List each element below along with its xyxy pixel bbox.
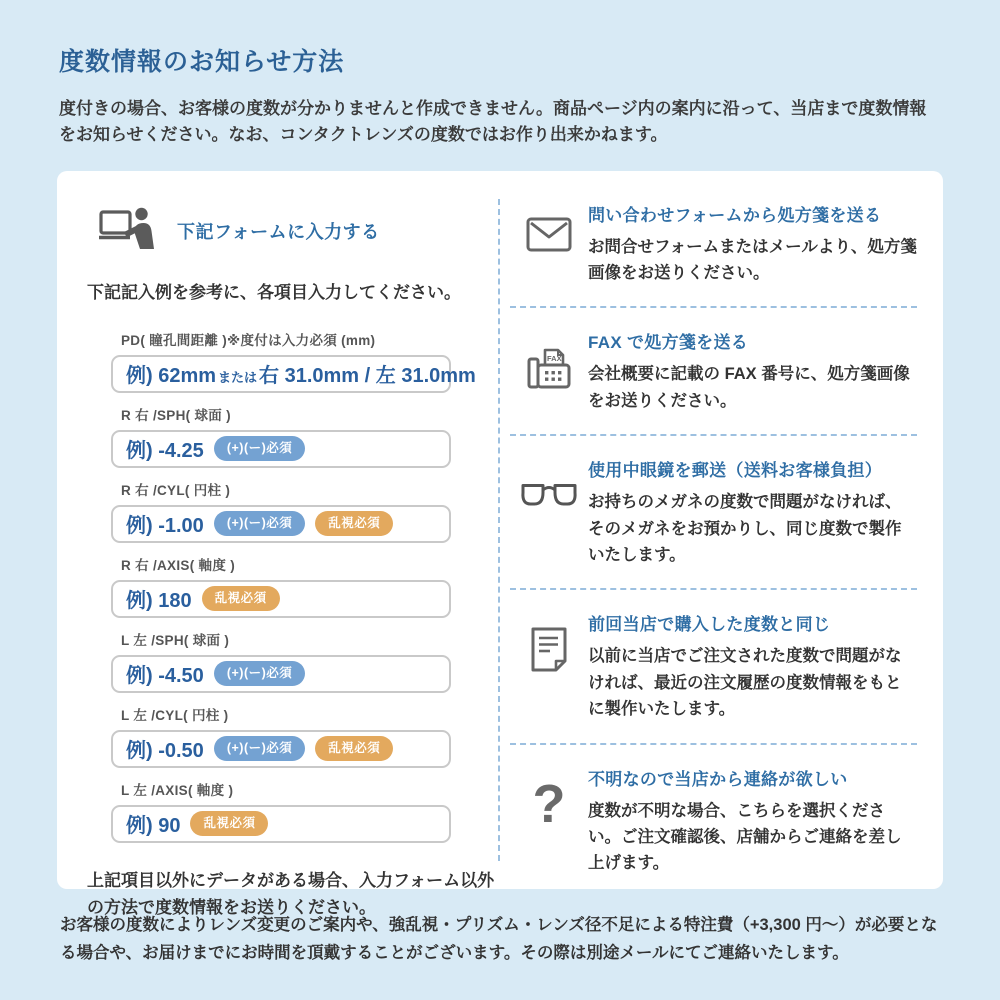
field-label: L 左 /CYL( 円柱 ) (121, 707, 229, 723)
field-pd (111, 329, 476, 393)
field-label: PD( 瞳孔間距離 )※度付は入力必須 (mm) (121, 332, 376, 348)
field-l-axis (111, 779, 451, 843)
form-header (99, 207, 498, 256)
form-note: 上記項目以外にデータがある場合、入力フォーム以外の方法で度数情報をお送りください。 (87, 870, 495, 917)
form-column (57, 171, 498, 917)
field-example-value: 例) -0.50 (126, 740, 204, 763)
svg-text:FAX: FAX (547, 354, 562, 364)
method-fax (510, 328, 917, 414)
method-content (588, 610, 917, 722)
method-content (588, 201, 917, 287)
method-content (588, 328, 917, 414)
plus-minus-required-badge: (+)(ー)必須 (214, 511, 305, 536)
field-label: R 右 /SPH( 球面 ) (121, 407, 231, 423)
method-heading: 使用中眼鏡を郵送（送料お客様負担） (588, 461, 883, 481)
field-r-sph (111, 404, 451, 468)
form-instruction: 下記記入例を参考に、各項目入力してください。 (87, 282, 461, 302)
field-example-value: 例) -1.00 (126, 515, 204, 538)
method-heading: 問い合わせフォームから処方箋を送る (588, 205, 882, 225)
method-mail-glasses (510, 456, 917, 568)
field-example-value: 例) 62mm または 右 31.0mm / 左 31.0mm (126, 365, 476, 388)
field-example-value: 例) -4.25 (126, 440, 204, 463)
astigmatism-required-badge: 乱視必須 (190, 811, 268, 836)
l-axis-input[interactable] (111, 805, 451, 843)
fax-icon (510, 328, 588, 390)
page-title: 度数情報のお知らせ方法 (59, 48, 345, 76)
method-body: お持ちのメガネの度数で問題がなければ、そのメガネをお預かりし、同じ度数で製作いたします。 (588, 493, 902, 565)
main-card (57, 171, 943, 917)
plus-minus-required-badge: (+)(ー)必須 (214, 661, 305, 686)
envelope-icon (510, 201, 588, 253)
field-l-cyl (111, 704, 451, 768)
method-body: 度数が不明な場合、こちらを選択ください。ご注文確認後、店舗からご連絡を差し上げます。 (588, 801, 902, 873)
r-cyl-input[interactable] (111, 505, 451, 543)
method-heading: 不明なので当店から連絡が欲しい (588, 769, 848, 789)
method-body: 以前に当店でご注文された度数で問題がなければ、最近の注文履歴の度数情報をもとに製作いたします。 (588, 647, 902, 719)
method-contact-form (510, 201, 917, 287)
astigmatism-required-badge: 乱視必須 (315, 736, 393, 761)
field-label: L 左 /SPH( 球面 ) (121, 632, 230, 648)
method-divider (510, 306, 917, 308)
plus-minus-required-badge: (+)(ー)必須 (214, 736, 305, 761)
pd-input[interactable] (111, 355, 476, 393)
method-heading: 前回当店で購入した度数と同じ (588, 615, 831, 635)
method-divider (510, 434, 917, 436)
method-divider (510, 743, 917, 745)
l-sph-input[interactable] (111, 655, 451, 693)
astigmatism-required-badge: 乱視必須 (202, 586, 280, 611)
field-l-sph (111, 629, 451, 693)
r-sph-input[interactable] (111, 430, 451, 468)
l-cyl-input[interactable] (111, 730, 451, 768)
field-example-value: 例) 180 (126, 590, 192, 613)
method-previous-order (510, 610, 917, 722)
method-unknown-contact (510, 765, 917, 877)
question-icon: ? (532, 773, 566, 834)
plus-minus-required-badge: (+)(ー)必須 (214, 436, 305, 461)
field-r-cyl (111, 479, 451, 543)
footer-note: お客様の度数によりレンズ変更のご案内や、強乱視・プリズム・レンズ径不足による特注費（+3,300 円～）が必要となる場合や、お届けまでにお時間を頂戴することがございます。その際は別途メールにてご連絡いたします。 (60, 915, 938, 962)
field-example-value: 例) 90 (126, 815, 181, 838)
method-content (588, 765, 917, 877)
field-example-value: 例) -4.50 (126, 665, 204, 688)
person-at-monitor-icon (99, 207, 155, 256)
field-r-axis (111, 554, 451, 618)
form-heading: 下記フォームに入力する (177, 222, 380, 243)
astigmatism-required-badge: 乱視必須 (315, 511, 393, 536)
method-heading: FAX で処方箋を送る (588, 333, 749, 353)
methods-column (500, 171, 943, 889)
field-label: R 右 /AXIS( 軸度 ) (121, 557, 236, 573)
method-body: お問合せフォームまたはメールより、処方箋画像をお送りください。 (588, 237, 917, 283)
glasses-icon (510, 456, 588, 508)
form-fields (111, 329, 476, 843)
document-icon (510, 610, 588, 674)
method-body: 会社概要に記載の FAX 番号に、処方箋画像をお送りください。 (588, 365, 910, 410)
r-axis-input[interactable] (111, 580, 451, 618)
intro-text: 度付きの場合、お客様の度数が分かりませんと作成できません。商品ページ内の案内に沿って、当店まで度数情報をお知らせください。なお、コンタクトレンズの度数ではお作り出来かねます。 (59, 99, 927, 145)
method-content (588, 456, 917, 568)
field-label: L 左 /AXIS( 軸度 ) (121, 782, 234, 798)
method-divider (510, 588, 917, 590)
field-label: R 右 /CYL( 円柱 ) (121, 482, 231, 498)
